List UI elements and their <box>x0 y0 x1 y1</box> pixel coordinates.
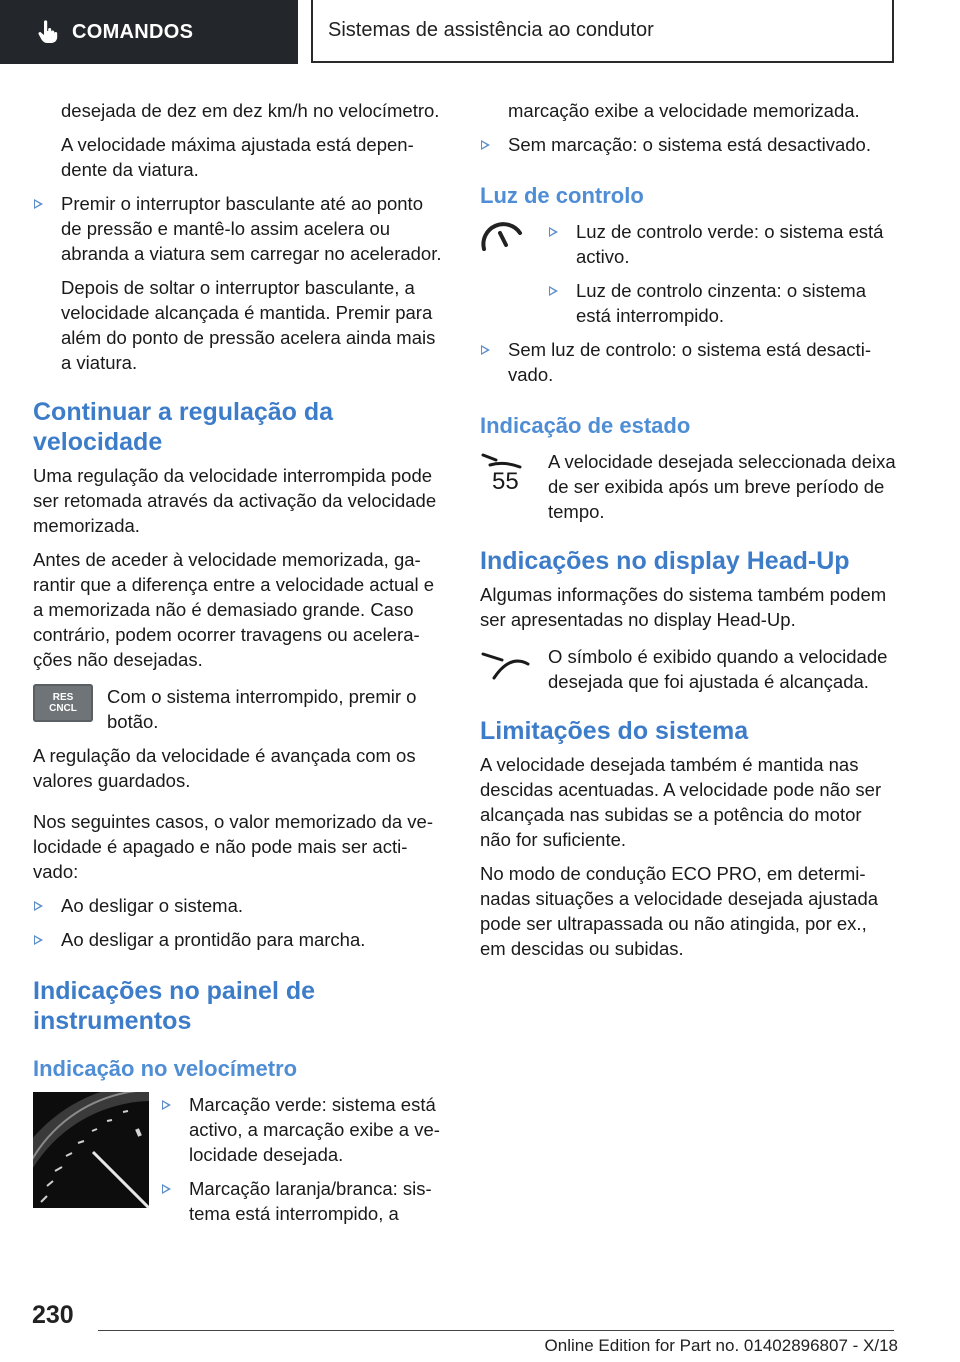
list-item-text: Ao desligar o sistema. <box>61 895 244 916</box>
set-speed-status-icon <box>480 449 524 499</box>
speedometer-row <box>33 1092 445 1226</box>
paragraph: Uma regulação da velocidade interrompida pode ser retomada através da activação da velocidade memorizada. <box>33 465 437 536</box>
control-light-row <box>480 219 896 328</box>
list-item <box>33 191 445 266</box>
res-label: RES <box>52 692 74 703</box>
paragraph: No modo de condução ECO PRO, em determinadas situações a velocidade desejada ajustada pode ser ultrapassada ou não atingida, por ex., em descidas ou subidas. <box>480 863 879 959</box>
chapter-tab <box>311 0 894 63</box>
bullet-list <box>480 132 896 157</box>
list-item-text: Sem marcação: o sistema está desactivado. <box>508 134 871 155</box>
bullet-list <box>33 893 445 952</box>
list-item-text: Sem luz de controlo: o sistema está desactivado. <box>508 339 871 385</box>
paragraph: Antes de aceder à velocidade memorizada, garantir que a diferença entre a velocidade actual e a memorizada não é demasiado grande. Caso contrário, podem ocorrer travagens ou acelerações não desejadas. <box>33 549 435 670</box>
hud-set-speed-icon <box>480 671 532 688</box>
bullet-triangle-icon <box>481 140 490 150</box>
set-speed-value: 55 <box>492 468 519 495</box>
paragraph: marcação exibe a velocidade memorizada. <box>508 100 860 121</box>
list-item <box>548 278 896 328</box>
cncl-label: CNCL <box>49 703 77 714</box>
bullet-triangle-icon <box>162 1184 171 1194</box>
paragraph: Algumas informações do sistema também podem ser apresentadas no display Head-Up. <box>480 584 887 630</box>
speedometer-image <box>33 1092 149 1208</box>
section-tab <box>0 0 298 64</box>
res-cncl-button-icon <box>33 684 93 722</box>
bullet-list <box>161 1092 445 1226</box>
bullet-triangle-icon <box>549 227 558 237</box>
list-item <box>548 219 896 269</box>
paragraph: Depois de soltar o interruptor basculante, a velocidade alcançada é mantida. Premir para além do ponto de pressão acelera ainda mais a viatura. <box>61 277 436 373</box>
cruise-control-indicator-icon <box>480 246 524 263</box>
section-heading: Indicações no painel de instrumentos <box>33 977 316 1035</box>
hud-row <box>480 644 896 694</box>
bullet-triangle-icon <box>481 345 490 355</box>
left-column <box>33 98 445 1235</box>
subsection-heading: Indicação no velocímetro <box>33 1056 298 1081</box>
subsection-heading: Indicação de estado <box>480 413 691 438</box>
list-item-text: Ao desligar a prontidão para marcha. <box>61 929 366 950</box>
right-column <box>480 98 896 970</box>
paragraph: A velocidade desejada seleccionada deixa de ser exibida após um breve período de tempo. <box>548 451 896 522</box>
hand-pointer-icon <box>38 20 58 44</box>
bullet-triangle-icon <box>34 199 43 209</box>
list-item-text: Marcação verde: sistema está activo, a marcação exibe a velocidade desejada. <box>189 1094 440 1165</box>
list-item <box>161 1092 445 1167</box>
bullet-triangle-icon <box>162 1100 171 1110</box>
status-row <box>480 449 896 524</box>
page-header <box>0 0 960 66</box>
paragraph: Nos seguintes casos, o valor memorizado da velocidade é apagado e não pode mais ser activado: <box>33 811 434 882</box>
bullet-list <box>480 337 896 387</box>
paragraph: A regulação da velocidade é avançada com os valores guardados. <box>33 745 416 791</box>
bullet-list <box>548 219 896 328</box>
bullet-triangle-icon <box>34 935 43 945</box>
section-heading: Indicações no display Head-Up <box>480 547 850 575</box>
bullet-triangle-icon <box>34 901 43 911</box>
list-item-text: Luz de controlo verde: o sistema está activo. <box>576 221 884 267</box>
edition-note: Online Edition for Part no. 01402896807 - X/18 <box>544 1336 898 1355</box>
page-number: 230 <box>32 1301 74 1329</box>
list-item <box>480 337 896 387</box>
res-button-row <box>33 684 445 734</box>
paragraph: Com o sistema interrompido, premir o botão. <box>107 686 417 732</box>
list-item <box>33 893 445 918</box>
section-heading: Limitações do sistema <box>480 717 749 745</box>
section-heading: Continuar a regulação da velocidade <box>33 398 334 456</box>
chapter-title: Sistemas de assistência ao condutor <box>328 19 654 41</box>
list-item-text: Luz de controlo cinzenta: o sistema está interrompido. <box>576 280 866 326</box>
paragraph: desejada de dez em dez km/h no velocímetro. <box>61 100 440 121</box>
footer-divider <box>98 1330 894 1331</box>
list-item-text: Premir o interruptor basculante até ao ponto de pressão e mantê-lo assim acelera ou abranda a viatura sem carregar no acelerador. <box>61 193 442 264</box>
list-item <box>480 132 896 157</box>
paragraph: A velocidade desejada também é mantida nas descidas acentuadas. A velocidade pode não ser alcançada nas subidas se a potência do motor não for suficiente. <box>480 754 882 850</box>
list-item <box>161 1176 445 1226</box>
subsection-heading: Luz de controlo <box>480 183 644 208</box>
list-item <box>33 927 445 952</box>
bullet-list <box>33 191 445 266</box>
section-label: COMANDOS <box>72 20 194 43</box>
paragraph: O símbolo é exibido quando a velocidade desejada que foi ajustada é alcançada. <box>548 646 888 692</box>
list-item-text: Marcação laranja/branca: sistema está interrompido, a <box>189 1178 432 1224</box>
paragraph: A velocidade máxima ajustada está dependente da viatura. <box>61 134 414 180</box>
bullet-triangle-icon <box>549 286 558 296</box>
